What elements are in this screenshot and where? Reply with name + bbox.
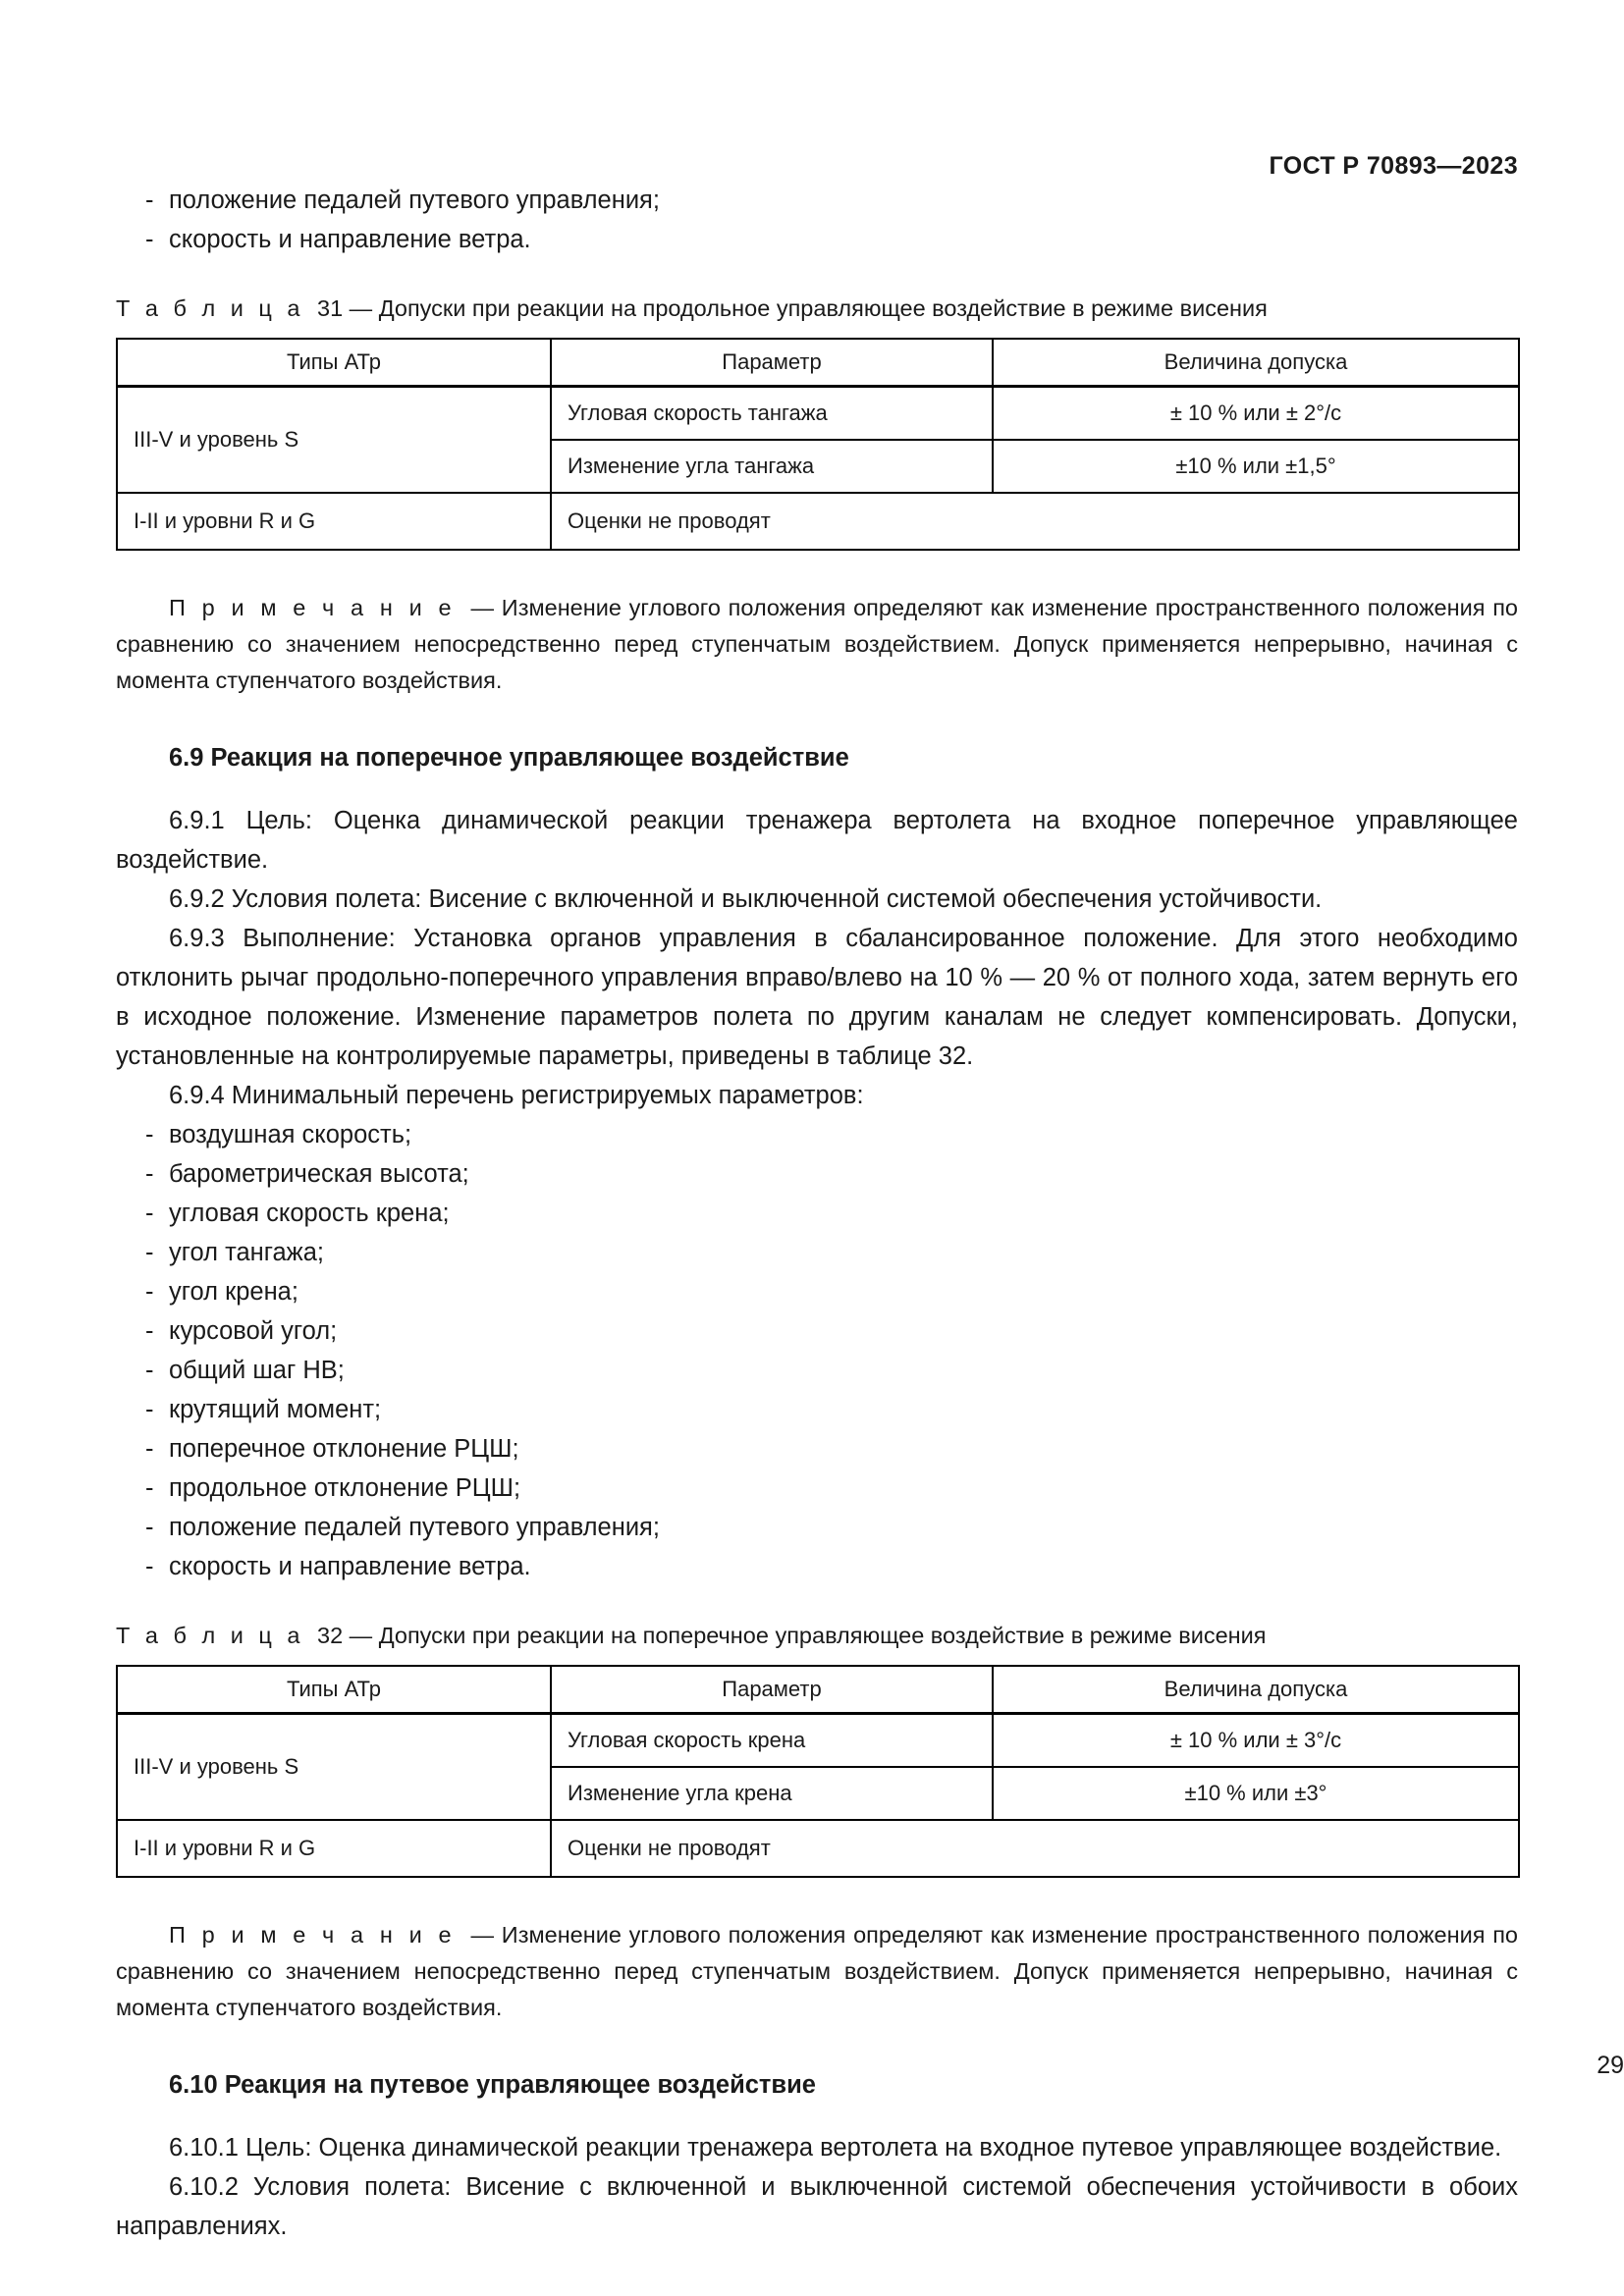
top-parameter-list	[116, 181, 1518, 259]
paragraph-6-10-2: 6.10.2 Условия полета: Висение с включенной и выключенной системой обеспечения устойчивости в обоих направлениях.	[116, 2173, 1518, 2240]
list-item-label: крутящий момент;	[169, 1396, 382, 1423]
list-item-label: воздушная скорость;	[169, 1121, 412, 1148]
page-number: 29	[1597, 2052, 1624, 2079]
list-item-label: положение педалей путевого управления;	[169, 187, 660, 214]
cell-aircraft-types: I-II и уровни R и G	[117, 493, 551, 550]
list-item	[116, 1429, 1518, 1468]
table-row	[117, 1820, 1519, 1877]
page-content	[116, 0, 1518, 2246]
dash-bullet-icon: -	[145, 1200, 154, 1227]
column-header-parameter: Параметр	[551, 1666, 993, 1714]
cell-parameter: Угловая скорость крена	[551, 1714, 993, 1768]
column-header-tolerance: Величина допуска	[993, 1666, 1519, 1714]
note-text: Изменение углового положения определяют как изменение пространственного положения по сравнению со значением непосредственно перед ступенчатым воздействием. Допуск применяется непрерывно, начиная с момента ступенчатого воздействия.	[116, 595, 1518, 693]
table-caption-text: Допуски при реакции на поперечное управляющее воздействие в режиме висения	[378, 1623, 1267, 1648]
cell-parameter: Изменение угла тангажа	[551, 440, 993, 493]
table-row	[117, 387, 1519, 441]
list-item	[116, 220, 1518, 259]
table-row	[117, 1714, 1519, 1768]
table-caption-number: 32	[317, 1623, 344, 1648]
cell-aircraft-types: III-V и уровень S	[117, 387, 551, 494]
section-heading-6-9: 6.9 Реакция на поперечное управляющее воздействие	[169, 744, 849, 772]
list-item	[116, 1468, 1518, 1508]
table-caption-label: Т а б л и ц а	[116, 1623, 304, 1648]
dash-bullet-icon: -	[145, 1121, 154, 1148]
list-item	[116, 1272, 1518, 1311]
paragraph-6-10-1: 6.10.1 Цель: Оценка динамической реакции тренажера вертолета на входное путевое управляющее воздействие.	[169, 2134, 1502, 2162]
running-header-standard-ref: ГОСТ Р 70893—2023	[1269, 152, 1518, 180]
note-dash: —	[470, 1922, 495, 1948]
column-header-types: Типы АТр	[117, 1666, 551, 1714]
table-caption-dash: —	[349, 1623, 373, 1648]
list-item	[116, 1508, 1518, 1547]
list-item	[116, 1547, 1518, 1586]
list-item	[116, 1115, 1518, 1154]
cell-parameter: Оценки не проводят	[551, 1820, 1519, 1877]
paragraph-6-9-2: 6.9.2 Условия полета: Висение с включенной и выключенной системой обеспечения устойчивости.	[169, 885, 1323, 913]
column-header-tolerance: Величина допуска	[993, 339, 1519, 387]
list-item-label: положение педалей путевого управления;	[169, 1514, 660, 1541]
list-item-label: угловая скорость крена;	[169, 1200, 450, 1227]
cell-tolerance: ±10 % или ±1,5°	[993, 440, 1519, 493]
note-label: П р и м е ч а н и е	[169, 1922, 457, 1948]
list-item-label: скорость и направление ветра.	[169, 1553, 531, 1580]
dash-bullet-icon: -	[145, 1239, 154, 1266]
dash-bullet-icon: -	[145, 1474, 154, 1502]
cell-parameter: Оценки не проводят	[551, 493, 1519, 550]
dash-bullet-icon: -	[145, 226, 154, 253]
dash-bullet-icon: -	[145, 1278, 154, 1306]
registered-parameters-list	[116, 1115, 1518, 1586]
cell-parameter: Угловая скорость тангажа	[551, 387, 993, 441]
list-item	[116, 1194, 1518, 1233]
cell-aircraft-types: I-II и уровни R и G	[117, 1820, 551, 1877]
paragraph-6-9-3: 6.9.3 Выполнение: Установка органов управления в сбалансированное положение. Для этого необходимо отклонить рычаг продольно-поперечного управления вправо/влево на 10 % — 20 % от полного хода, затем вернуть его в исходное положение. Изменение параметров полета по другим каналам не следует компенсировать. Допуски, установленные на контролируемые параметры, приведены в таблице 32.	[116, 925, 1518, 1070]
list-item-label: поперечное отклонение РЦШ;	[169, 1435, 519, 1463]
note-table-31	[116, 590, 1518, 699]
list-item	[116, 1233, 1518, 1272]
list-item	[116, 1311, 1518, 1351]
cell-tolerance: ± 10 % или ± 2°/с	[993, 387, 1519, 441]
table-header-row	[117, 1666, 1519, 1714]
list-item-label: продольное отклонение РЦШ;	[169, 1474, 521, 1502]
section-heading-6-10: 6.10 Реакция на путевое управляющее воздействие	[169, 2071, 816, 2099]
table-32	[116, 1665, 1520, 1878]
table-caption-dash: —	[349, 295, 373, 321]
table-31-caption	[116, 291, 1518, 326]
dash-bullet-icon: -	[145, 1160, 154, 1188]
column-header-types: Типы АТр	[117, 339, 551, 387]
list-item	[116, 1154, 1518, 1194]
table-caption-label: Т а б л и ц а	[116, 295, 304, 321]
table-row	[117, 493, 1519, 550]
list-item-label: угол тангажа;	[169, 1239, 324, 1266]
table-32-caption	[116, 1618, 1518, 1653]
table-caption-number: 31	[317, 295, 344, 321]
list-item	[116, 181, 1518, 220]
note-label: П р и м е ч а н и е	[169, 595, 457, 620]
cell-parameter: Изменение угла крена	[551, 1767, 993, 1820]
note-table-32	[116, 1917, 1518, 2026]
cell-aircraft-types: III-V и уровень S	[117, 1714, 551, 1821]
column-header-parameter: Параметр	[551, 339, 993, 387]
dash-bullet-icon: -	[145, 1514, 154, 1541]
table-31	[116, 338, 1520, 551]
paragraph-6-9-4: 6.9.4 Минимальный перечень регистрируемых параметров:	[169, 1082, 864, 1109]
note-dash: —	[470, 595, 495, 620]
dash-bullet-icon: -	[145, 1435, 154, 1463]
table-header-row	[117, 339, 1519, 387]
dash-bullet-icon: -	[145, 1553, 154, 1580]
paragraph-6-9-1: 6.9.1 Цель: Оценка динамической реакции тренажера вертолета на входное поперечное управляющее воздействие.	[116, 807, 1518, 874]
dash-bullet-icon: -	[145, 1317, 154, 1345]
list-item-label: скорость и направление ветра.	[169, 226, 531, 253]
list-item-label: общий шаг НВ;	[169, 1357, 345, 1384]
list-item-label: барометрическая высота;	[169, 1160, 469, 1188]
dash-bullet-icon: -	[145, 187, 154, 214]
list-item	[116, 1390, 1518, 1429]
table-caption-text: Допуски при реакции на продольное управляющее воздействие в режиме висения	[378, 295, 1268, 321]
cell-tolerance: ± 10 % или ± 3°/с	[993, 1714, 1519, 1768]
list-item-label: курсовой угол;	[169, 1317, 338, 1345]
cell-tolerance: ±10 % или ±3°	[993, 1767, 1519, 1820]
list-item-label: угол крена;	[169, 1278, 298, 1306]
dash-bullet-icon: -	[145, 1396, 154, 1423]
note-text: Изменение углового положения определяют как изменение пространственного положения по сравнению со значением непосредственно перед ступенчатым воздействием. Допуск применяется непрерывно, начиная с момента ступенчатого воздействия.	[116, 1922, 1518, 2020]
list-item	[116, 1351, 1518, 1390]
dash-bullet-icon: -	[145, 1357, 154, 1384]
